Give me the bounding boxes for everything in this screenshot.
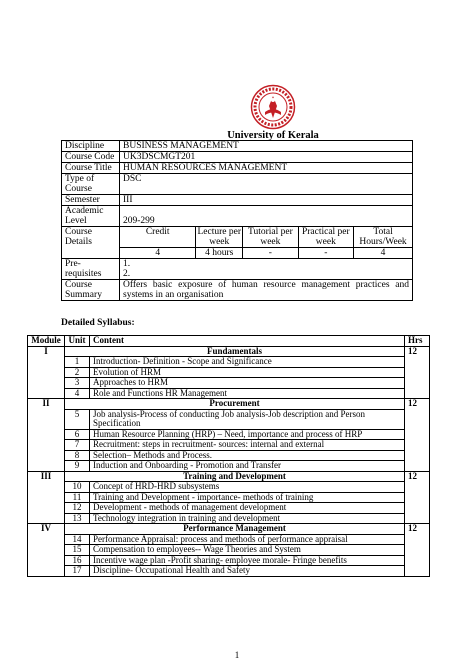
course-details-label: Course Details xyxy=(62,227,120,259)
unit-row xyxy=(28,450,430,461)
type-label: Type of Course xyxy=(62,174,120,195)
tutorial-header: Tutorial per week xyxy=(243,227,298,248)
unit-row xyxy=(28,545,430,556)
unit-row xyxy=(28,461,430,472)
unit-number: 9 xyxy=(65,461,90,472)
details-header-row xyxy=(120,227,412,248)
unit-number: 8 xyxy=(65,450,90,461)
practical-value: - xyxy=(298,248,353,259)
module-hours: 12 xyxy=(405,346,430,399)
lecture-header: Lecture per week xyxy=(197,227,242,247)
unit-number: 5 xyxy=(65,409,90,429)
module-hours: 12 xyxy=(405,524,430,577)
semester-value: III xyxy=(120,195,413,206)
unit-number: 16 xyxy=(65,555,90,566)
unit-row xyxy=(28,429,430,440)
unit-number: 1 xyxy=(65,357,90,368)
unit-content: Discipline- Occupational Health and Safety xyxy=(90,566,405,577)
unit-number: 7 xyxy=(65,440,90,451)
unit-content: Introduction- Definition - Scope and Significance xyxy=(90,357,405,368)
summary-label: Course Summary xyxy=(62,280,120,301)
unit-content: Induction and Onboarding - Promotion and Transfer xyxy=(90,461,405,472)
university-seal-icon xyxy=(250,84,296,130)
unit-number: 15 xyxy=(65,545,90,556)
unit-number: 4 xyxy=(65,388,90,399)
content-header: Content xyxy=(90,336,405,347)
university-name: University of Kerala xyxy=(227,130,319,141)
syllabus-header-row xyxy=(28,336,430,347)
unit-row xyxy=(28,357,430,368)
unit-number: 3 xyxy=(65,378,90,389)
level-value: 209-299 xyxy=(120,206,413,227)
unit-content: Recruitment: steps in recruitment- sources: internal and external xyxy=(90,440,405,451)
course-info-table xyxy=(61,140,413,301)
unit-row xyxy=(28,555,430,566)
unit-number: 13 xyxy=(65,513,90,524)
semester-row xyxy=(62,195,413,206)
module-row xyxy=(28,399,430,410)
course-code-value: UK3DSCMGT201 xyxy=(120,152,413,163)
unit-row xyxy=(28,513,430,524)
course-title-label: Course Title xyxy=(62,163,120,174)
unit-row xyxy=(28,388,430,399)
total-header: Total Hours/Week xyxy=(359,227,407,247)
unit-content: Human Resource Planning (HRP) – Need, importance and process of HRP xyxy=(90,429,405,440)
course-code-label: Course Code xyxy=(62,152,120,163)
unit-number: 2 xyxy=(65,367,90,378)
unit-number: 14 xyxy=(65,534,90,545)
module-title: Performance Management xyxy=(65,524,405,535)
discipline-label: Discipline xyxy=(62,141,120,152)
prerequisites-value xyxy=(120,259,413,280)
module-number: IV xyxy=(28,524,65,577)
course-title-value: HUMAN RESOURCES MANAGEMENT xyxy=(120,163,413,174)
course-details-row xyxy=(62,227,413,259)
unit-content: Incentive wage plan -Profit sharing- employee morale- Fringe benefits xyxy=(90,555,405,566)
unit-content: Performance Appraisal: process and methods of performance appraisal xyxy=(90,534,405,545)
module-number: II xyxy=(28,399,65,472)
unit-header: Unit xyxy=(65,336,90,347)
discipline-value: BUSINESS MANAGEMENT xyxy=(120,141,413,152)
unit-content: Development - methods of management development xyxy=(90,503,405,514)
credit-value: 4 xyxy=(120,248,196,259)
module-number: I xyxy=(28,346,65,399)
module-number: III xyxy=(28,471,65,524)
module-title: Fundamentals xyxy=(65,346,405,357)
unit-content: Role and Functions HR Management xyxy=(90,388,405,399)
unit-content: Selection– Methods and Process. xyxy=(90,450,405,461)
unit-row xyxy=(28,409,430,429)
unit-row xyxy=(28,482,430,493)
type-value: DSC xyxy=(120,174,413,195)
unit-row xyxy=(28,440,430,451)
unit-content: Approaches to HRM xyxy=(90,378,405,389)
module-header: Module xyxy=(28,336,65,347)
prerequisites-label: Pre-requisites xyxy=(62,259,120,280)
unit-row xyxy=(28,566,430,577)
module-row xyxy=(28,346,430,357)
syllabus-table xyxy=(27,335,430,577)
course-title-row xyxy=(62,163,413,174)
module-title: Procurement xyxy=(65,399,405,410)
unit-content: Technology integration in training and development xyxy=(90,513,405,524)
detailed-syllabus-heading: Detailed Syllabus: xyxy=(61,318,135,328)
practical-header: Practical per week xyxy=(298,227,353,248)
hrs-header: Hrs xyxy=(405,336,430,347)
lecture-value: 4 hours xyxy=(196,248,243,259)
prerequisites-row xyxy=(62,259,413,280)
course-code-row xyxy=(62,152,413,163)
unit-number: 12 xyxy=(65,503,90,514)
unit-row xyxy=(28,492,430,503)
module-row xyxy=(28,524,430,535)
details-value-row xyxy=(120,248,412,259)
page-number: 1 xyxy=(234,650,240,660)
unit-number: 11 xyxy=(65,492,90,503)
unit-row xyxy=(28,503,430,514)
prerequisite-2: 2. xyxy=(123,269,131,279)
level-label: Academic Level xyxy=(62,206,120,227)
unit-content: Compensation to employees-- Wage Theories and System xyxy=(90,545,405,556)
unit-row xyxy=(28,367,430,378)
unit-number: 17 xyxy=(65,566,90,577)
total-value: 4 xyxy=(354,248,412,259)
unit-number: 10 xyxy=(65,482,90,493)
module-row xyxy=(28,471,430,482)
prerequisite-1: 1. xyxy=(123,259,131,269)
unit-content: Job analysis-Process of conducting Job analysis-Job description and Person Specification xyxy=(90,409,405,429)
summary-value: Offers basic exposure of human resource management practices and systems in an organisation xyxy=(120,280,413,301)
module-hours: 12 xyxy=(405,471,430,524)
semester-label: Semester xyxy=(62,195,120,206)
level-row xyxy=(62,206,413,227)
unit-content: Concept of HRD-HRD subsystems xyxy=(90,482,405,493)
unit-row xyxy=(28,534,430,545)
module-title: Training and Development xyxy=(65,471,405,482)
discipline-row xyxy=(62,141,413,152)
tutorial-value: - xyxy=(243,248,298,259)
module-hours: 12 xyxy=(405,399,430,472)
type-row xyxy=(62,174,413,195)
credit-header: Credit xyxy=(120,227,196,248)
course-details-table xyxy=(120,227,412,258)
unit-number: 6 xyxy=(65,429,90,440)
unit-content: Training and Development - importance- methods of training xyxy=(90,492,405,503)
unit-row xyxy=(28,378,430,389)
summary-row xyxy=(62,280,413,301)
unit-content: Evolution of HRM xyxy=(90,367,405,378)
